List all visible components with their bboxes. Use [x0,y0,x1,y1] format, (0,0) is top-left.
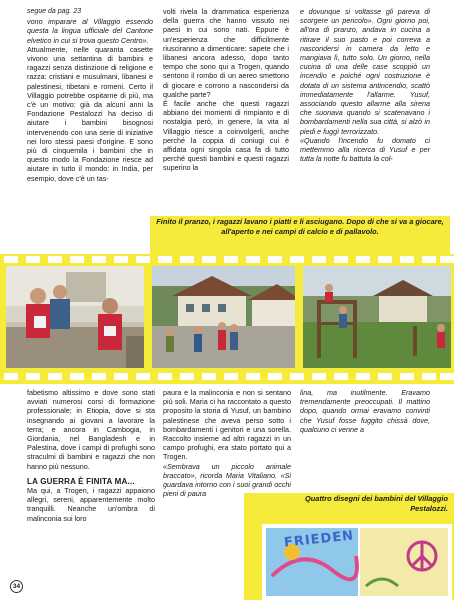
paragraph: Attualmente, nelle quaranta casette vivono una settantina di bambini e ragazzi senza distinzione di religione e razza: cristiani e musulmani, libanesi e palestinesi, tibetani e romeni. Certo il Villaggio potrebbe ospitarne di più, ma c'è un motivo: già da alcuni anni la Fondazione Pestalozzi ha deciso di aiutare i bambini bisognosi intervenendo con una serie di iniziative nei loro stessi paesi d'origine. E sono più di cinquemila i bambini che in questo modo la Fondazione riesce ad aiutare in tutto il mondo: in India, per esempio, dove c'è un tas- [27,44,153,183]
paragraph: e dovunque si voltasse gli pareva di scorgere un pericolo». Ogni giorno poi, all'ora di pranzo, andava in cucina a ritirare il suo pasto e poi correva a nascondersi in camera da letto e mangiava lì, tutto solo. Un giorno, nella cucina di una delle case scoppiò un incendio e poiché ogni costruzione è dotata di un sistema antincendio, scattò immediatamente l'allarme. Yusuf, associando questo allarme alla sirena che suonava quando si scatenavano i bombardamenti nella sua città, si alzò in piedi e fuggì terrorizzato. [300,7,430,136]
film-holes-top [0,256,454,265]
text-column-3 [300,7,430,163]
page-number: 34 [10,580,23,593]
paragraph: «Sembrava un piccolo animale braccato», ricorda Maria Vitaliano. «Si guardava intorno con i suoi grandi occhi pieni di paura [163,461,291,499]
children-drawings [262,516,452,600]
text-column-4 [27,388,155,523]
text-column-2 [163,7,289,173]
photo-playground [303,266,451,368]
text-column-5 [163,388,291,498]
children-drawings-image [262,516,452,600]
paragraph: «Quando l'incendio fu domato ci mettemmo alla ricerca di Yusuf e per tutta la notte fu battuta la col- [300,135,430,164]
text-column-6 [300,388,430,434]
paragraph: Ma qui, a Trogen, i ragazzi appaiono allegri, sereni, apparentemente molto tranquilli. Neanche un'ombra di malinconia sui loro [27,486,155,523]
section-heading: LA GUERRA È FINITA MA... [27,476,135,486]
text-column-1 [27,7,153,183]
continuation-note: segue da pag. 23 [27,8,82,15]
paragraph: È facile anche che questi ragazzi abbiano dei momenti di rimpianto e di nostalgia però, in genere, la vita al Villaggio riesce a coinvolgerli, anche perché la coppia di coniugi cui è affidata ogni singola casa fa di tutto perché questi bambini e questi ragazzi superino la [163,99,289,173]
paragraph: paura e la malinconia e non si sentano più soli. Maria ci ha raccontato a questo proposito la storia di Yusuf, un bambino palestinese che aveva perso sotto i bombardamenti i genitori e una sorella. Raccolto insieme ad altri ragazzi in un campo profughi, era stato portato qui a Trogen. [163,388,291,462]
photo-kitchen [6,266,144,368]
paragraph: fabetismo altissimo e dove sono stati avviati numerosi corsi di formazione professionale; in Etiopia, dove si sta insegnando ai giovani a lavorare la terra; e ancora in Cambogia, in Giordania, nel Bangladesh e in Palestina, dove i campi di profughi sono straculmi di bambini e ragazzi che non hanno più nessuno. [27,388,155,471]
paragraph: lina, ma inutilmente. Eravamo tremendamente preoccupati. Il mattino dopo, quando ormai eravamo convinti che Yusuf fosse fuggito chissà dove, qualcuno ci venne a [300,388,430,434]
paragraph: volti rivela la drammatica esperienza della guerra che hanno vissuto nei paesi in cui sono nati. Eppure è un'esperienza che difficilmente riusciranno a dimenticare: sapete che i libanesi ancora adesso, dopo tanto tempo che sono qui a Trogen, quando sentono il rombo di un aereo smettono di giocare e corrono a nascondersi da qualche parte? [163,7,289,99]
paragraph: vono imparare al Villaggio essendo questa la lingua ufficiale del Cantone elvetico in cui si trova questo Centro». [27,17,153,45]
film-holes-bottom [0,373,454,382]
photo-kitchen-image [6,266,144,368]
drawing-frieden-text: FRIEDEN [283,528,355,551]
photo-playground-image [303,266,451,368]
drawings-caption: Quattro disegni dei bambini del Villaggio Pestalozzi. [304,494,448,513]
photo-houses [152,266,295,368]
photo-houses-image [152,266,295,368]
photo-caption: Finito il pranzo, i ragazzi lavano i piatti e li asciugano. Dopo di che si va a giocare, all'aperto e nei campi di calcio e di pallavolo. [156,217,444,236]
